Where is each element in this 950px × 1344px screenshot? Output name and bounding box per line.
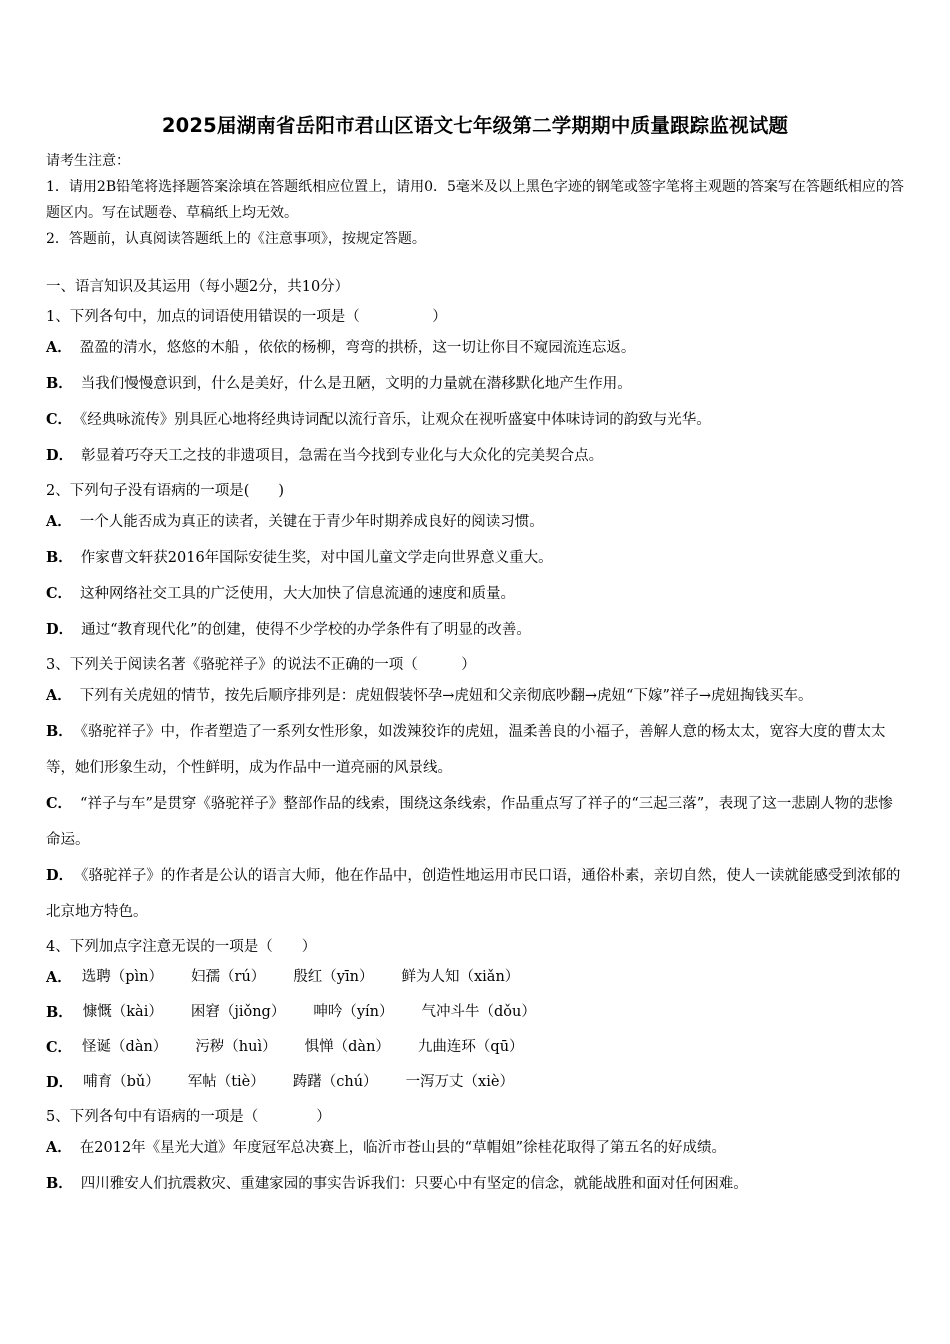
option-label: D． bbox=[46, 1074, 74, 1091]
option-label: A． bbox=[46, 687, 72, 704]
pinyin-item: 哺育（bǔ） bbox=[83, 1074, 160, 1090]
option-label: A． bbox=[46, 1139, 72, 1156]
pinyin-item: 军帖（tiè） bbox=[187, 1074, 265, 1090]
option-label: D． bbox=[46, 867, 74, 884]
option-text: 《骆驼祥子》的作者是公认的语言大师，他在作品中，创造性地运用市民口语，通俗朴素，亲切自然，使人一读就能感受到浓郁的北京地方特色。 bbox=[46, 868, 901, 920]
question-3-option-c bbox=[46, 786, 904, 858]
option-label: B． bbox=[46, 1004, 73, 1021]
question-1-option-d bbox=[46, 438, 904, 474]
option-text: 《经典咏流传》别具匠心地将经典诗词配以流行音乐，让观众在视听盛宴中体味诗词的韵致与光华。 bbox=[80, 412, 711, 428]
question-5-option-a bbox=[46, 1130, 904, 1166]
pinyin-item: 怪诞（dàn） bbox=[82, 1039, 168, 1055]
option-text: 这种网络社交工具的广泛使用，大大加快了信息流通的速度和质量。 bbox=[80, 586, 516, 602]
option-text: 下列有关虎妞的情节，按先后顺序排列是：虎妞假装怀孕→虎妞和父亲彻底吵翻→虎妞“下嫁”祥子→虎妞掏钱买车。 bbox=[79, 688, 813, 704]
option-text: 通过“教育现代化”的创建，使得不少学校的办学条件有了明显的改善。 bbox=[81, 622, 531, 638]
option-text: “祥子与车”是贯穿《骆驼祥子》整部作品的线索，围绕这条线索，作品重点写了祥子的“三起三落”，表现了这一悲剧人物的悲惨命运。 bbox=[46, 796, 893, 848]
pinyin-item: 污秽（huì） bbox=[195, 1039, 277, 1055]
option-label: B． bbox=[46, 1175, 73, 1192]
option-label: C． bbox=[46, 1039, 73, 1056]
option-text: 在2012年《星光大道》年度冠军总决赛上，临沂市苍山县的“草帽姐”徐桂花取得了第五名的好成绩。 bbox=[79, 1140, 726, 1156]
question-4-stem: 4、下列加点字注意无误的一项是（ ） bbox=[46, 939, 317, 955]
question-1-option-c bbox=[46, 402, 904, 438]
pinyin-item: 选聘（pìn） bbox=[81, 969, 164, 985]
pinyin-item: 一泻万丈（xiè） bbox=[405, 1074, 514, 1090]
pinyin-item: 气冲斗牛（dǒu） bbox=[421, 1004, 536, 1020]
question-4-option-a bbox=[46, 960, 904, 995]
option-text: 《骆驼祥子》中，作者塑造了一系列女性形象，如泼辣狡诈的虎妞，温柔善良的小福子，善解人意的杨太太，宽容大度的曹太太等，她们形象生动，个性鲜明，成为作品中一道亮丽的风景线。 bbox=[46, 724, 886, 776]
option-text: 当我们慢慢意识到，什么是美好，什么是丑陋，文明的力量就在潜移默化地产生作用。 bbox=[80, 376, 632, 392]
question-4-option-d bbox=[46, 1065, 904, 1100]
option-label: C． bbox=[46, 795, 73, 812]
question-2-option-c bbox=[46, 576, 904, 612]
page-title: 2025届湖南省岳阳市君山区语文七年级第二学期期中质量跟踪监视试题 bbox=[161, 114, 789, 137]
option-label: B． bbox=[46, 375, 73, 392]
notice-heading: 请考生注意： bbox=[46, 153, 130, 169]
notice-line-2: 2．答题前，认真阅读答题纸上的《注意事项》，按规定答题。 bbox=[46, 231, 426, 247]
option-label: A． bbox=[46, 969, 72, 986]
pinyin-item: 困窘（jiǒng） bbox=[190, 1004, 286, 1020]
option-text: 彰显着巧夺天工之技的非遗项目，急需在当今找到专业化与大众化的完美契合点。 bbox=[81, 448, 604, 464]
question-5-stem: 5、下列各句中有语病的一项是（ ） bbox=[46, 1109, 331, 1125]
option-label: B． bbox=[46, 723, 73, 740]
option-label: A． bbox=[46, 513, 72, 530]
pinyin-item: 殷红（yīn） bbox=[293, 969, 374, 985]
pinyin-item: 鲜为人知（xiǎn） bbox=[401, 969, 520, 985]
pinyin-item: 九曲连环（qū） bbox=[417, 1039, 524, 1055]
question-3-option-b bbox=[46, 714, 904, 786]
question-3-option-a bbox=[46, 678, 904, 714]
option-label: D． bbox=[46, 447, 74, 464]
question-4-option-b bbox=[46, 995, 904, 1030]
question-2-option-a bbox=[46, 504, 904, 540]
question-2-stem: 2、下列句子没有语病的一项是( ) bbox=[46, 483, 285, 499]
question-3-option-d bbox=[46, 858, 904, 930]
question-5-option-b bbox=[46, 1166, 904, 1202]
pinyin-item: 慷慨（kài） bbox=[82, 1004, 163, 1020]
pinyin-item: 呻吟（yín） bbox=[313, 1004, 394, 1020]
notice-block bbox=[46, 148, 904, 252]
pinyin-item: 踌躇（chú） bbox=[292, 1074, 378, 1090]
pinyin-item: 妇孺（rú） bbox=[191, 969, 266, 985]
notice-line-1: 1．请用2B铅笔将选择题答案涂填在答题纸相应位置上，请用0．5毫米及以上黑色字迹的钢笔或签字笔将主观题的答案写在答题纸相应的答题区内。写在试题卷、草稿纸上均无效。 bbox=[46, 179, 904, 221]
question-1-stem: 1、下列各句中，加点的词语使用错误的一项是（ ） bbox=[46, 309, 447, 325]
section-heading: 一、语言知识及其运用（每小题2分，共10分） bbox=[46, 279, 350, 295]
option-text: 盈盈的清水，悠悠的木船 ，依依的杨柳，弯弯的拱桥，这一切让你目不窥园流连忘返。 bbox=[79, 340, 636, 356]
option-text: 作家曹文轩获2016年国际安徒生奖，对中国儿童文学走向世界意义重大。 bbox=[80, 550, 553, 566]
option-label: C． bbox=[46, 585, 73, 602]
option-label: C． bbox=[46, 411, 73, 428]
question-2-option-d bbox=[46, 612, 904, 648]
option-text: 一个人能否成为真正的读者，关键在于青少年时期养成良好的阅读习惯。 bbox=[79, 514, 544, 530]
option-text: 四川雅安人们抗震救灾、重建家园的事实告诉我们：只要心中有坚定的信念，就能战胜和面对任何困难。 bbox=[80, 1176, 748, 1192]
question-1-option-a bbox=[46, 330, 904, 366]
option-label: B． bbox=[46, 549, 73, 566]
question-2-option-b bbox=[46, 540, 904, 576]
question-4-option-c bbox=[46, 1030, 904, 1065]
option-label: D． bbox=[46, 621, 74, 638]
pinyin-item: 惧惮（dàn） bbox=[304, 1039, 390, 1055]
question-3-stem: 3、下列关于阅读名著《骆驼祥子》的说法不正确的一项（ ） bbox=[46, 657, 476, 673]
question-1-option-b bbox=[46, 366, 904, 402]
option-label: A． bbox=[46, 339, 72, 356]
